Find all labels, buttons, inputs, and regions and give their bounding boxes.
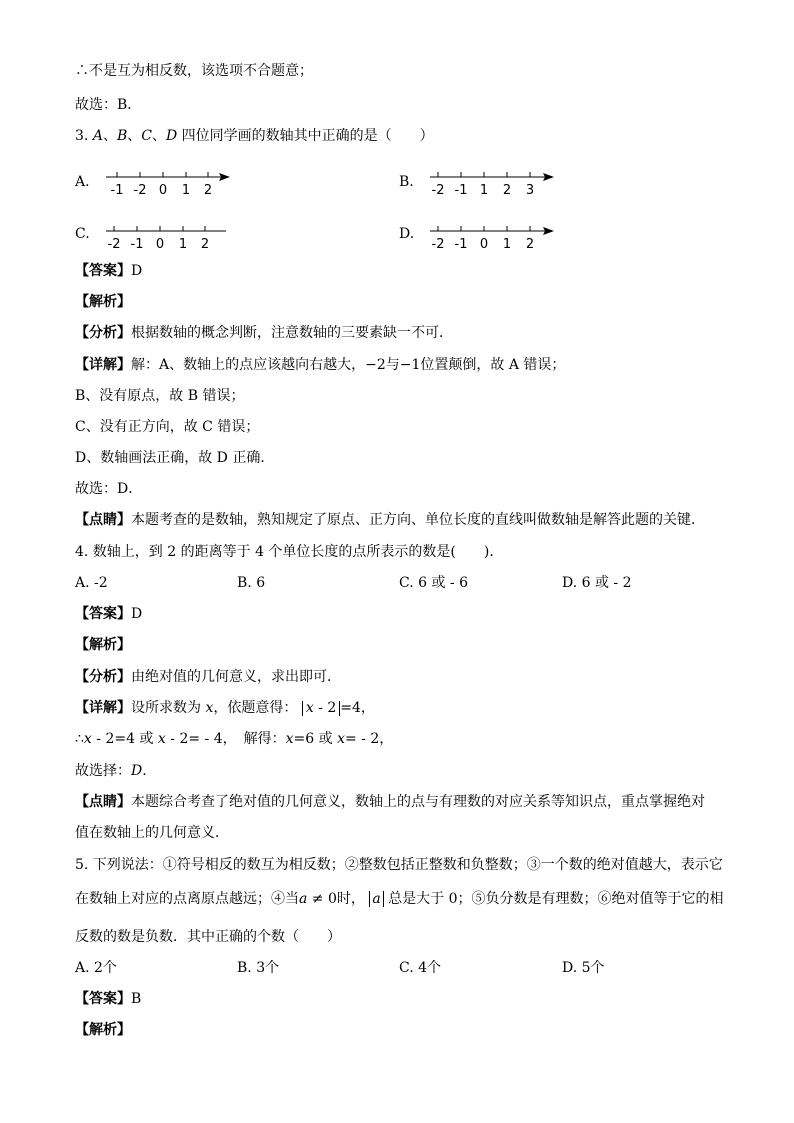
answer-line: 【答案】D bbox=[75, 606, 143, 622]
number-line-b bbox=[426, 168, 561, 200]
tick-label: 3 bbox=[525, 183, 535, 198]
option-c: C. 6 或 - 6 bbox=[399, 575, 469, 591]
option-c-label: C. bbox=[75, 226, 90, 242]
tick-label: -1 bbox=[454, 183, 468, 198]
tick-label: 0 bbox=[155, 237, 165, 252]
tick-label: -1 bbox=[454, 237, 468, 252]
tick-label: -2 bbox=[431, 183, 445, 198]
analysis-line: 【分析】由绝对值的几何意义，求出即可． bbox=[75, 669, 341, 685]
tick-label: -1 bbox=[110, 183, 124, 198]
answer-choice-line: 故选：D． bbox=[75, 481, 143, 497]
answer-line: 【答案】B bbox=[75, 991, 142, 1007]
tick-label: 1 bbox=[479, 183, 489, 198]
option-d: D. 6 或 - 2 bbox=[562, 575, 632, 591]
number-line-c bbox=[100, 222, 235, 254]
question-5-stem: 5. 下列说法：①符号相反的数互为相反数；②整数包括正整数和负整数；③一个数的绝对值越大，表示它 bbox=[75, 857, 723, 873]
option-a: A. -2 bbox=[75, 575, 108, 591]
detail-line: C、没有正方向，故 C 错误； bbox=[75, 419, 260, 435]
question-4-stem: 4. 数轴上，到 2 的距离等于 4 个单位长度的点所表示的数是( )． bbox=[75, 544, 504, 560]
tick-label: 0 bbox=[158, 183, 168, 198]
analysis-heading: 【解析】 bbox=[75, 637, 131, 653]
tick-label: -1 bbox=[130, 237, 144, 252]
solution-line: ∴不是互为相反数，该选项不合题意； bbox=[75, 63, 313, 79]
tick-label: -2 bbox=[107, 237, 121, 252]
tick-label: 0 bbox=[479, 237, 489, 252]
option-d: D. 5个 bbox=[562, 960, 605, 976]
answer-choice-line: 故选择：D. bbox=[75, 763, 147, 779]
number-line-a bbox=[100, 168, 235, 200]
tick-label: 1 bbox=[181, 183, 191, 198]
answer-line: 【答案】D bbox=[75, 263, 143, 279]
solution-line: ∴x - 2=4 或 x - 2= - 4， 解得：x=6 或 x= - 2， bbox=[75, 731, 394, 747]
remark-line: 【点睛】本题综合考查了绝对值的几何意义，数轴上的点与有理数的对应关系等知识点，重点掌握绝对 bbox=[75, 794, 705, 810]
tick-label: 1 bbox=[178, 237, 188, 252]
number-line-d bbox=[426, 222, 561, 254]
detail-line: D、数轴画法正确，故 D 正确． bbox=[75, 450, 275, 466]
option-b-label: B. bbox=[399, 174, 414, 190]
option-c: C. 4个 bbox=[399, 960, 442, 976]
question-5-stem-continued: 反数的数是负数．其中正确的个数（ ） bbox=[75, 929, 341, 945]
option-d-label: D. bbox=[399, 226, 415, 242]
tick-label: 2 bbox=[203, 183, 213, 198]
tick-label: -2 bbox=[431, 237, 445, 252]
analysis-heading: 【解析】 bbox=[75, 1022, 131, 1038]
tick-label: 2 bbox=[502, 183, 512, 198]
tick-label: 1 bbox=[502, 237, 512, 252]
detail-line: 【详解】设所求数为 x，依题意得： x - 2 =4， bbox=[75, 700, 375, 716]
question-5-stem-continued: 在数轴上对应的点离原点越远；④当a ≠ 0时， a 总是大于 0；⑤负分数是有理数；⑥绝对值等于它的相 bbox=[75, 891, 724, 907]
analysis-heading: 【解析】 bbox=[75, 294, 131, 310]
answer-choice-line: 故选：B． bbox=[75, 97, 142, 113]
analysis-line: 【分析】根据数轴的概念判断，注意数轴的三要素缺一不可． bbox=[75, 325, 453, 341]
tick-label: -2 bbox=[133, 183, 147, 198]
detail-line: 【详解】解：A、数轴上的点应该越向右越大，−2与−1位置颠倒，故 A 错误； bbox=[75, 357, 566, 373]
absolute-value-expression: x - 2 bbox=[302, 701, 340, 716]
option-b: B. 3个 bbox=[237, 960, 280, 976]
detail-line: B、没有原点，故 B 错误； bbox=[75, 388, 245, 404]
tick-label: 2 bbox=[200, 237, 210, 252]
option-a: A. 2个 bbox=[75, 960, 117, 976]
tick-label: 2 bbox=[525, 237, 535, 252]
absolute-value-expression: a bbox=[369, 891, 383, 907]
option-b: B. 6 bbox=[237, 575, 266, 591]
question-3-stem: 3. A、B、C、D 四位同学画的数轴其中正确的是（ ） bbox=[75, 128, 434, 144]
remark-line: 【点睛】本题考查的是数轴，熟知规定了原点、正方向、单位长度的直线叫做数轴是解答此题的关键． bbox=[75, 512, 705, 528]
remark-line-continued: 值在数轴上的几何意义． bbox=[75, 825, 229, 841]
option-a-label: A. bbox=[75, 174, 90, 190]
